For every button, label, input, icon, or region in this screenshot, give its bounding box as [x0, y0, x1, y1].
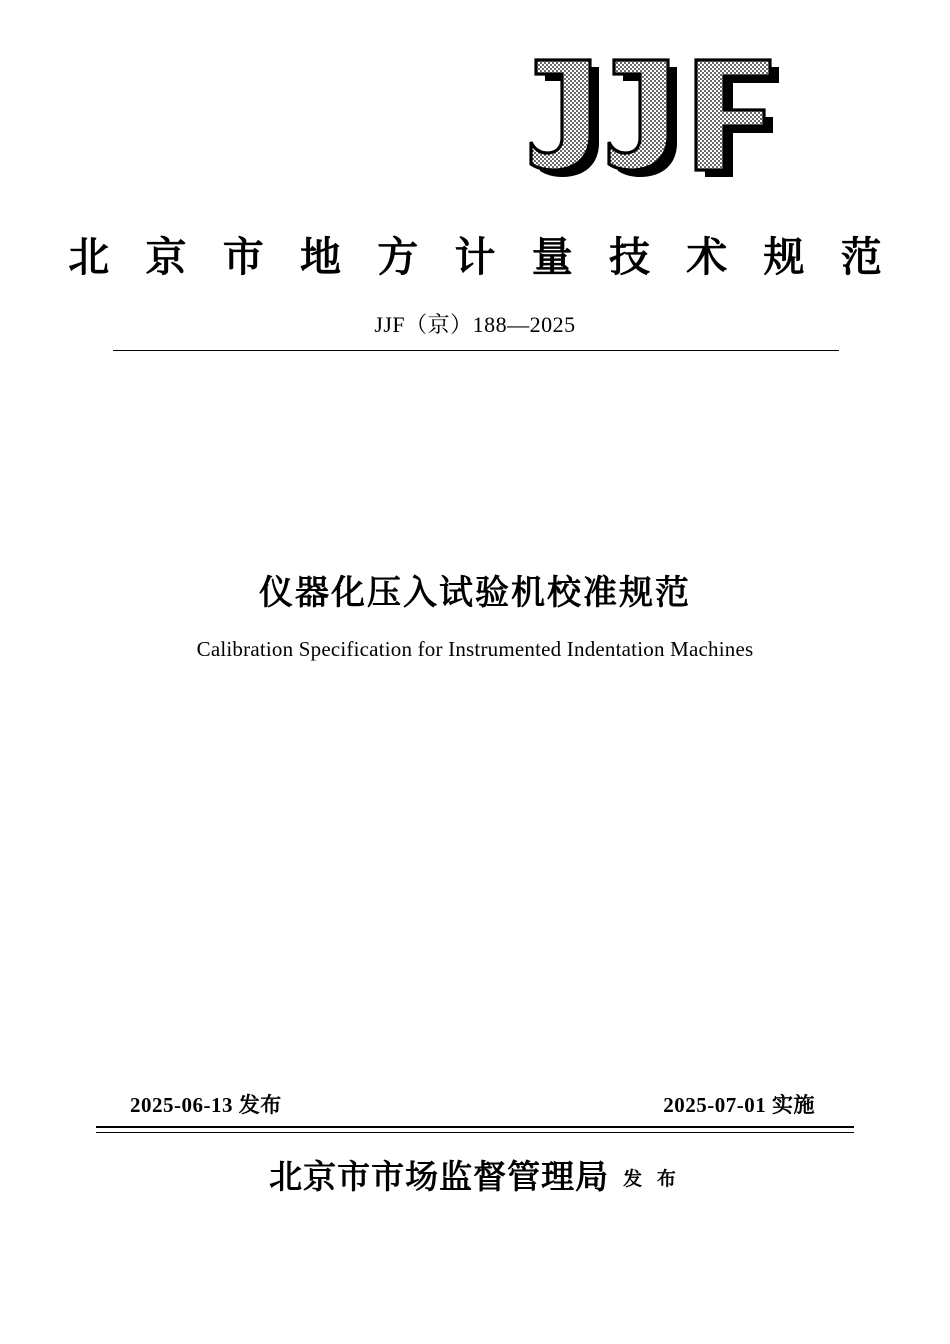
jjf-logo-icon — [518, 52, 818, 177]
document-title-en: Calibration Specification for Instrumented Indentation Machines — [196, 637, 754, 661]
standard-code: JJF（京）188—2025 — [374, 312, 576, 337]
jjf-logo — [518, 52, 818, 177]
issue-date: 2025-06-13 发布 — [130, 1093, 282, 1117]
publisher — [0, 1151, 950, 1198]
header-divider — [113, 350, 839, 351]
publisher-name: 北京市市场监督管理局 — [269, 1160, 610, 1196]
document-title-cn: 仪器化压入试验机校准规范 — [259, 575, 691, 612]
effective-date: 2025-07-01 实施 — [663, 1093, 815, 1117]
footer-divider-thick — [96, 1126, 854, 1128]
footer-divider-thin — [96, 1132, 854, 1133]
publisher-verb: 发 布 — [623, 1169, 681, 1190]
page-title: 北 京 市 地 方 计 量 技 术 规 范 — [68, 234, 895, 280]
